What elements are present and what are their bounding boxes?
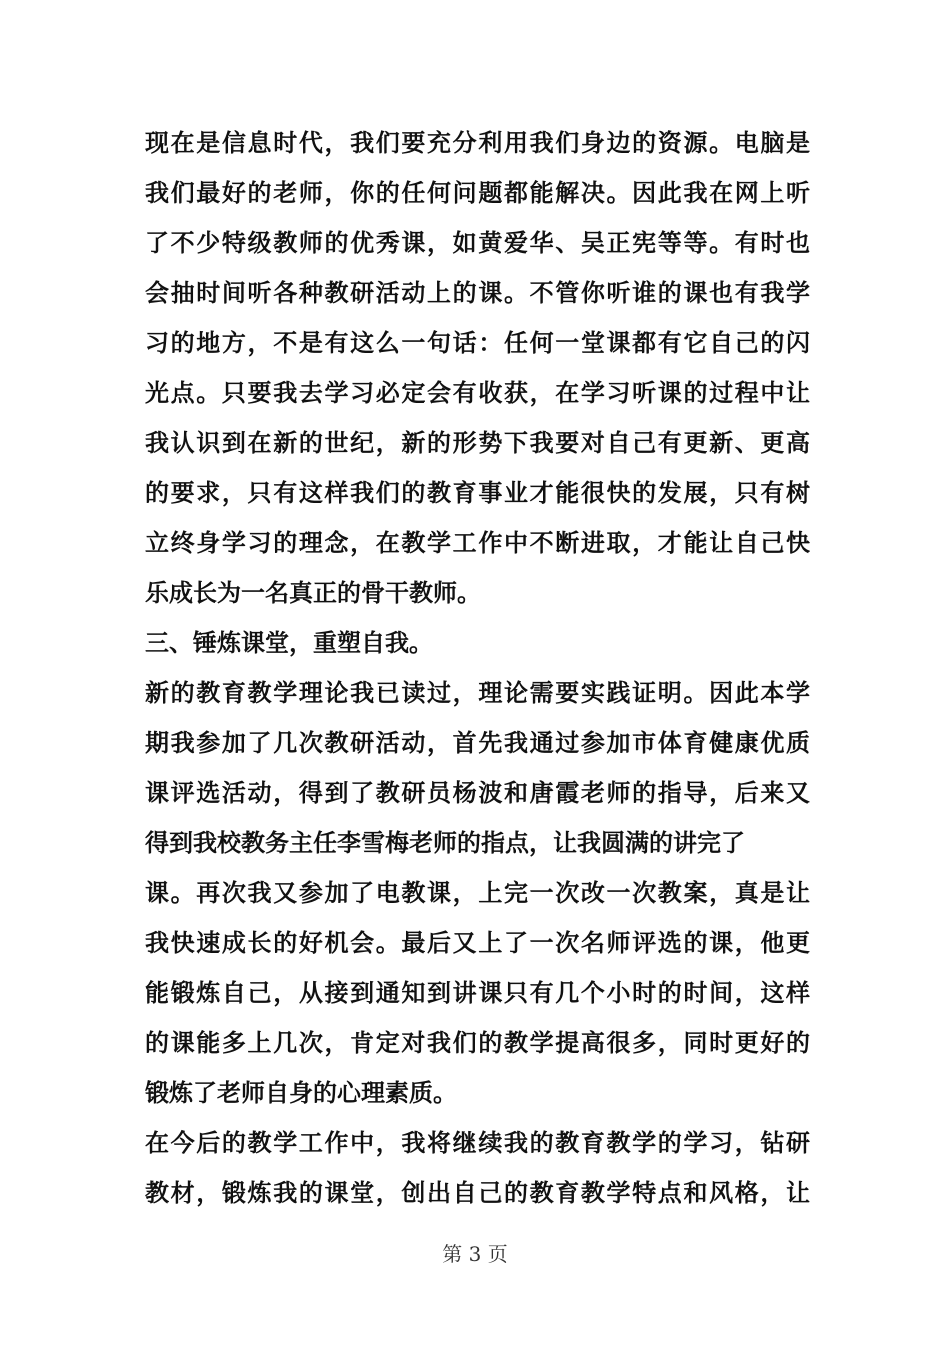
text-line: 光点。只要我去学习必定会有收获，在学习听课的过程中让: [145, 378, 810, 407]
page-number: 第 3 页: [442, 1242, 508, 1266]
text-line: 我认识到在新的世纪，新的形势下我要对自己有更新、更高: [145, 428, 810, 457]
text-line: 能锻炼自己，从接到通知到讲课只有几个小时的时间，这样: [145, 978, 810, 1007]
text-line: 新的教育教学理论我已读过，理论需要实践证明。因此本学: [145, 678, 810, 707]
text-line: 乐成长为一名真正的骨干教师。: [145, 578, 481, 607]
body-text: [145, 118, 810, 1218]
text-line: 了不少特级教师的优秀课，如黄爱华、吴正宪等等。有时也: [145, 228, 810, 257]
text-line: 课评选活动，得到了教研员杨波和唐霞老师的指导，后来又: [145, 778, 810, 807]
text-line: 期我参加了几次教研活动，首先我通过参加市体育健康优质: [145, 728, 810, 757]
text-line: 的课能多上几次，肯定对我们的教学提高很多，同时更好的: [145, 1028, 810, 1057]
text-line: 立终身学习的理念，在教学工作中不断进取，才能让自己快: [145, 528, 810, 557]
text-line: 现在是信息时代，我们要充分利用我们身边的资源。电脑是: [145, 128, 810, 157]
text-line: 课。再次我又参加了电教课，上完一次改一次教案，真是让: [145, 878, 810, 907]
text-line: 锻炼了老师自身的心理素质。: [145, 1078, 457, 1107]
text-line: 得到我校教务主任李雪梅老师的指点，让我圆满的讲完了: [145, 828, 745, 857]
text-line: 会抽时间听各种教研活动上的课。不管你听谁的课也有我学: [145, 278, 810, 307]
text-line: 习的地方，不是有这么一句话：任何一堂课都有它自己的闪: [145, 328, 810, 357]
text-line: 在今后的教学工作中，我将继续我的教育教学的学习，钻研: [145, 1128, 810, 1157]
text-line: 我快速成长的好机会。最后又上了一次名师评选的课，他更: [145, 928, 810, 957]
text-line: 的要求，只有这样我们的教育事业才能很快的发展，只有树: [145, 478, 810, 507]
text-line: 我们最好的老师，你的任何问题都能解决。因此我在网上听: [145, 178, 810, 207]
text-line: 教材，锻炼我的课堂，创出自己的教育教学特点和风格，让: [145, 1178, 810, 1207]
section-heading: 三、锤炼课堂，重塑自我。: [145, 628, 433, 657]
